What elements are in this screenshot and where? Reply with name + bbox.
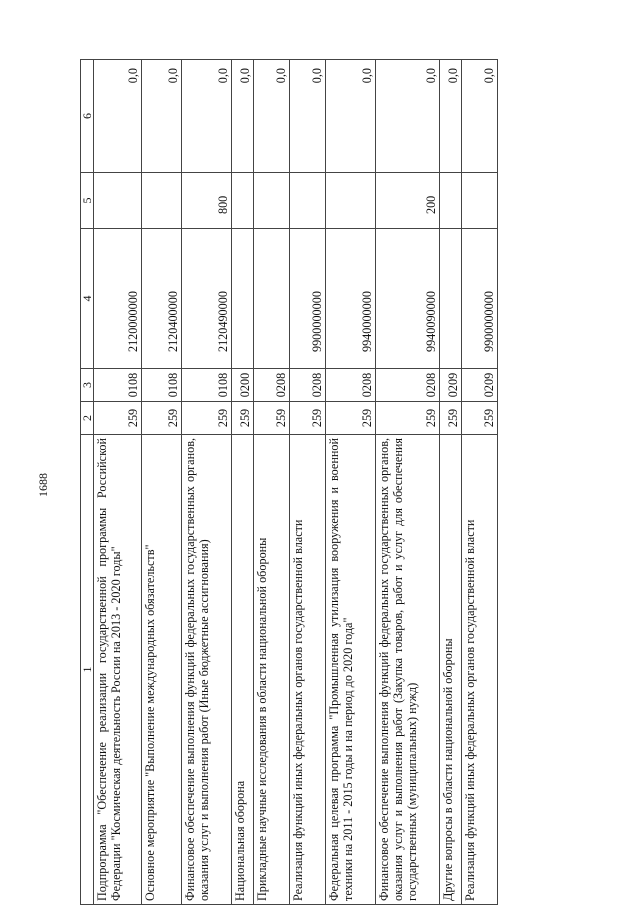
amount: 0,0 [142, 60, 182, 173]
amount: 0,0 [232, 60, 254, 173]
section-code: 0108 [142, 369, 182, 402]
section-code: 0200 [232, 369, 254, 402]
target-article-code: 9900000000 [462, 229, 498, 369]
rotated-page [36, 60, 640, 905]
section-code: 0208 [326, 369, 376, 402]
table-row [94, 60, 142, 905]
row-name: Финансовое обеспечение выполнения функций федеральных государственных органов, оказания услуг и выполнения работ (Закупка товаров, работ и услуг для обеспечения государственных (муниципальных) нужд) [376, 435, 440, 905]
row-name: Реализация функций иных федеральных органов государственной власти [462, 435, 498, 905]
amount: 0,0 [462, 60, 498, 173]
section-code: 0108 [94, 369, 142, 402]
target-article-code [440, 229, 462, 369]
ministry-code: 259 [440, 402, 462, 435]
ministry-code: 259 [290, 402, 326, 435]
table-row [440, 60, 462, 905]
section-code: 0108 [182, 369, 232, 402]
expense-type-code [232, 173, 254, 229]
row-name: Федеральная целевая программа "Промышленная утилизация вооружения и военной техники на 2011 - 2015 годы и на период до 2020 года" [326, 435, 376, 905]
table-row [182, 60, 232, 905]
ministry-code: 259 [232, 402, 254, 435]
amount: 0,0 [326, 60, 376, 173]
table-row [462, 60, 498, 905]
expense-type-code [440, 173, 462, 229]
ministry-code: 259 [462, 402, 498, 435]
row-name: Национальная оборона [232, 435, 254, 905]
target-article-code: 9900000000 [290, 229, 326, 369]
table-row [142, 60, 182, 905]
target-article-code: 9940000000 [326, 229, 376, 369]
table-row [232, 60, 254, 905]
ministry-code: 259 [254, 402, 290, 435]
expense-type-code [94, 173, 142, 229]
expense-type-code [462, 173, 498, 229]
expense-type-code [326, 173, 376, 229]
column-header: 6 [81, 60, 94, 173]
target-article-code: 9940090000 [376, 229, 440, 369]
column-header: 4 [81, 229, 94, 369]
target-article-code: 2120400000 [142, 229, 182, 369]
page-number: 1688 [36, 473, 50, 497]
budget-table [80, 59, 498, 905]
expense-type-code: 200 [376, 173, 440, 229]
expense-type-code [254, 173, 290, 229]
amount: 0,0 [440, 60, 462, 173]
table-row [290, 60, 326, 905]
row-name: Прикладные научные исследования в области национальной обороны [254, 435, 290, 905]
section-code: 0208 [290, 369, 326, 402]
amount: 0,0 [94, 60, 142, 173]
table-header-row [81, 60, 94, 905]
table-row [326, 60, 376, 905]
column-header: 1 [81, 435, 94, 905]
row-name: Основное мероприятие "Выполнение международных обязательств" [142, 435, 182, 905]
section-code: 0209 [440, 369, 462, 402]
section-code: 0208 [254, 369, 290, 402]
row-name: Подпрограмма "Обеспечение реализации государственной программы Российской Федерации "Космическая деятельность России на 2013 - 2020 годы" [94, 435, 142, 905]
section-code: 0209 [462, 369, 498, 402]
amount: 0,0 [254, 60, 290, 173]
target-article-code [232, 229, 254, 369]
expense-type-code [290, 173, 326, 229]
amount: 0,0 [376, 60, 440, 173]
ministry-code: 259 [326, 402, 376, 435]
amount: 0,0 [182, 60, 232, 173]
row-name: Другие вопросы в области национальной обороны [440, 435, 462, 905]
target-article-code: 2120490000 [182, 229, 232, 369]
expense-type-code [142, 173, 182, 229]
table-row [376, 60, 440, 905]
section-code: 0208 [376, 369, 440, 402]
table-row [254, 60, 290, 905]
ministry-code: 259 [94, 402, 142, 435]
ministry-code: 259 [182, 402, 232, 435]
ministry-code: 259 [376, 402, 440, 435]
target-article-code [254, 229, 290, 369]
ministry-code: 259 [142, 402, 182, 435]
expense-type-code: 800 [182, 173, 232, 229]
column-header: 2 [81, 402, 94, 435]
column-header: 3 [81, 369, 94, 402]
amount: 0,0 [290, 60, 326, 173]
target-article-code: 2120000000 [94, 229, 142, 369]
column-header: 5 [81, 173, 94, 229]
row-name: Реализация функций иных федеральных органов государственной власти [290, 435, 326, 905]
row-name: Финансовое обеспечение выполнения функций федеральных государственных органов, оказания услуг и выполнения работ (Иные бюджетные ассигнования) [182, 435, 232, 905]
